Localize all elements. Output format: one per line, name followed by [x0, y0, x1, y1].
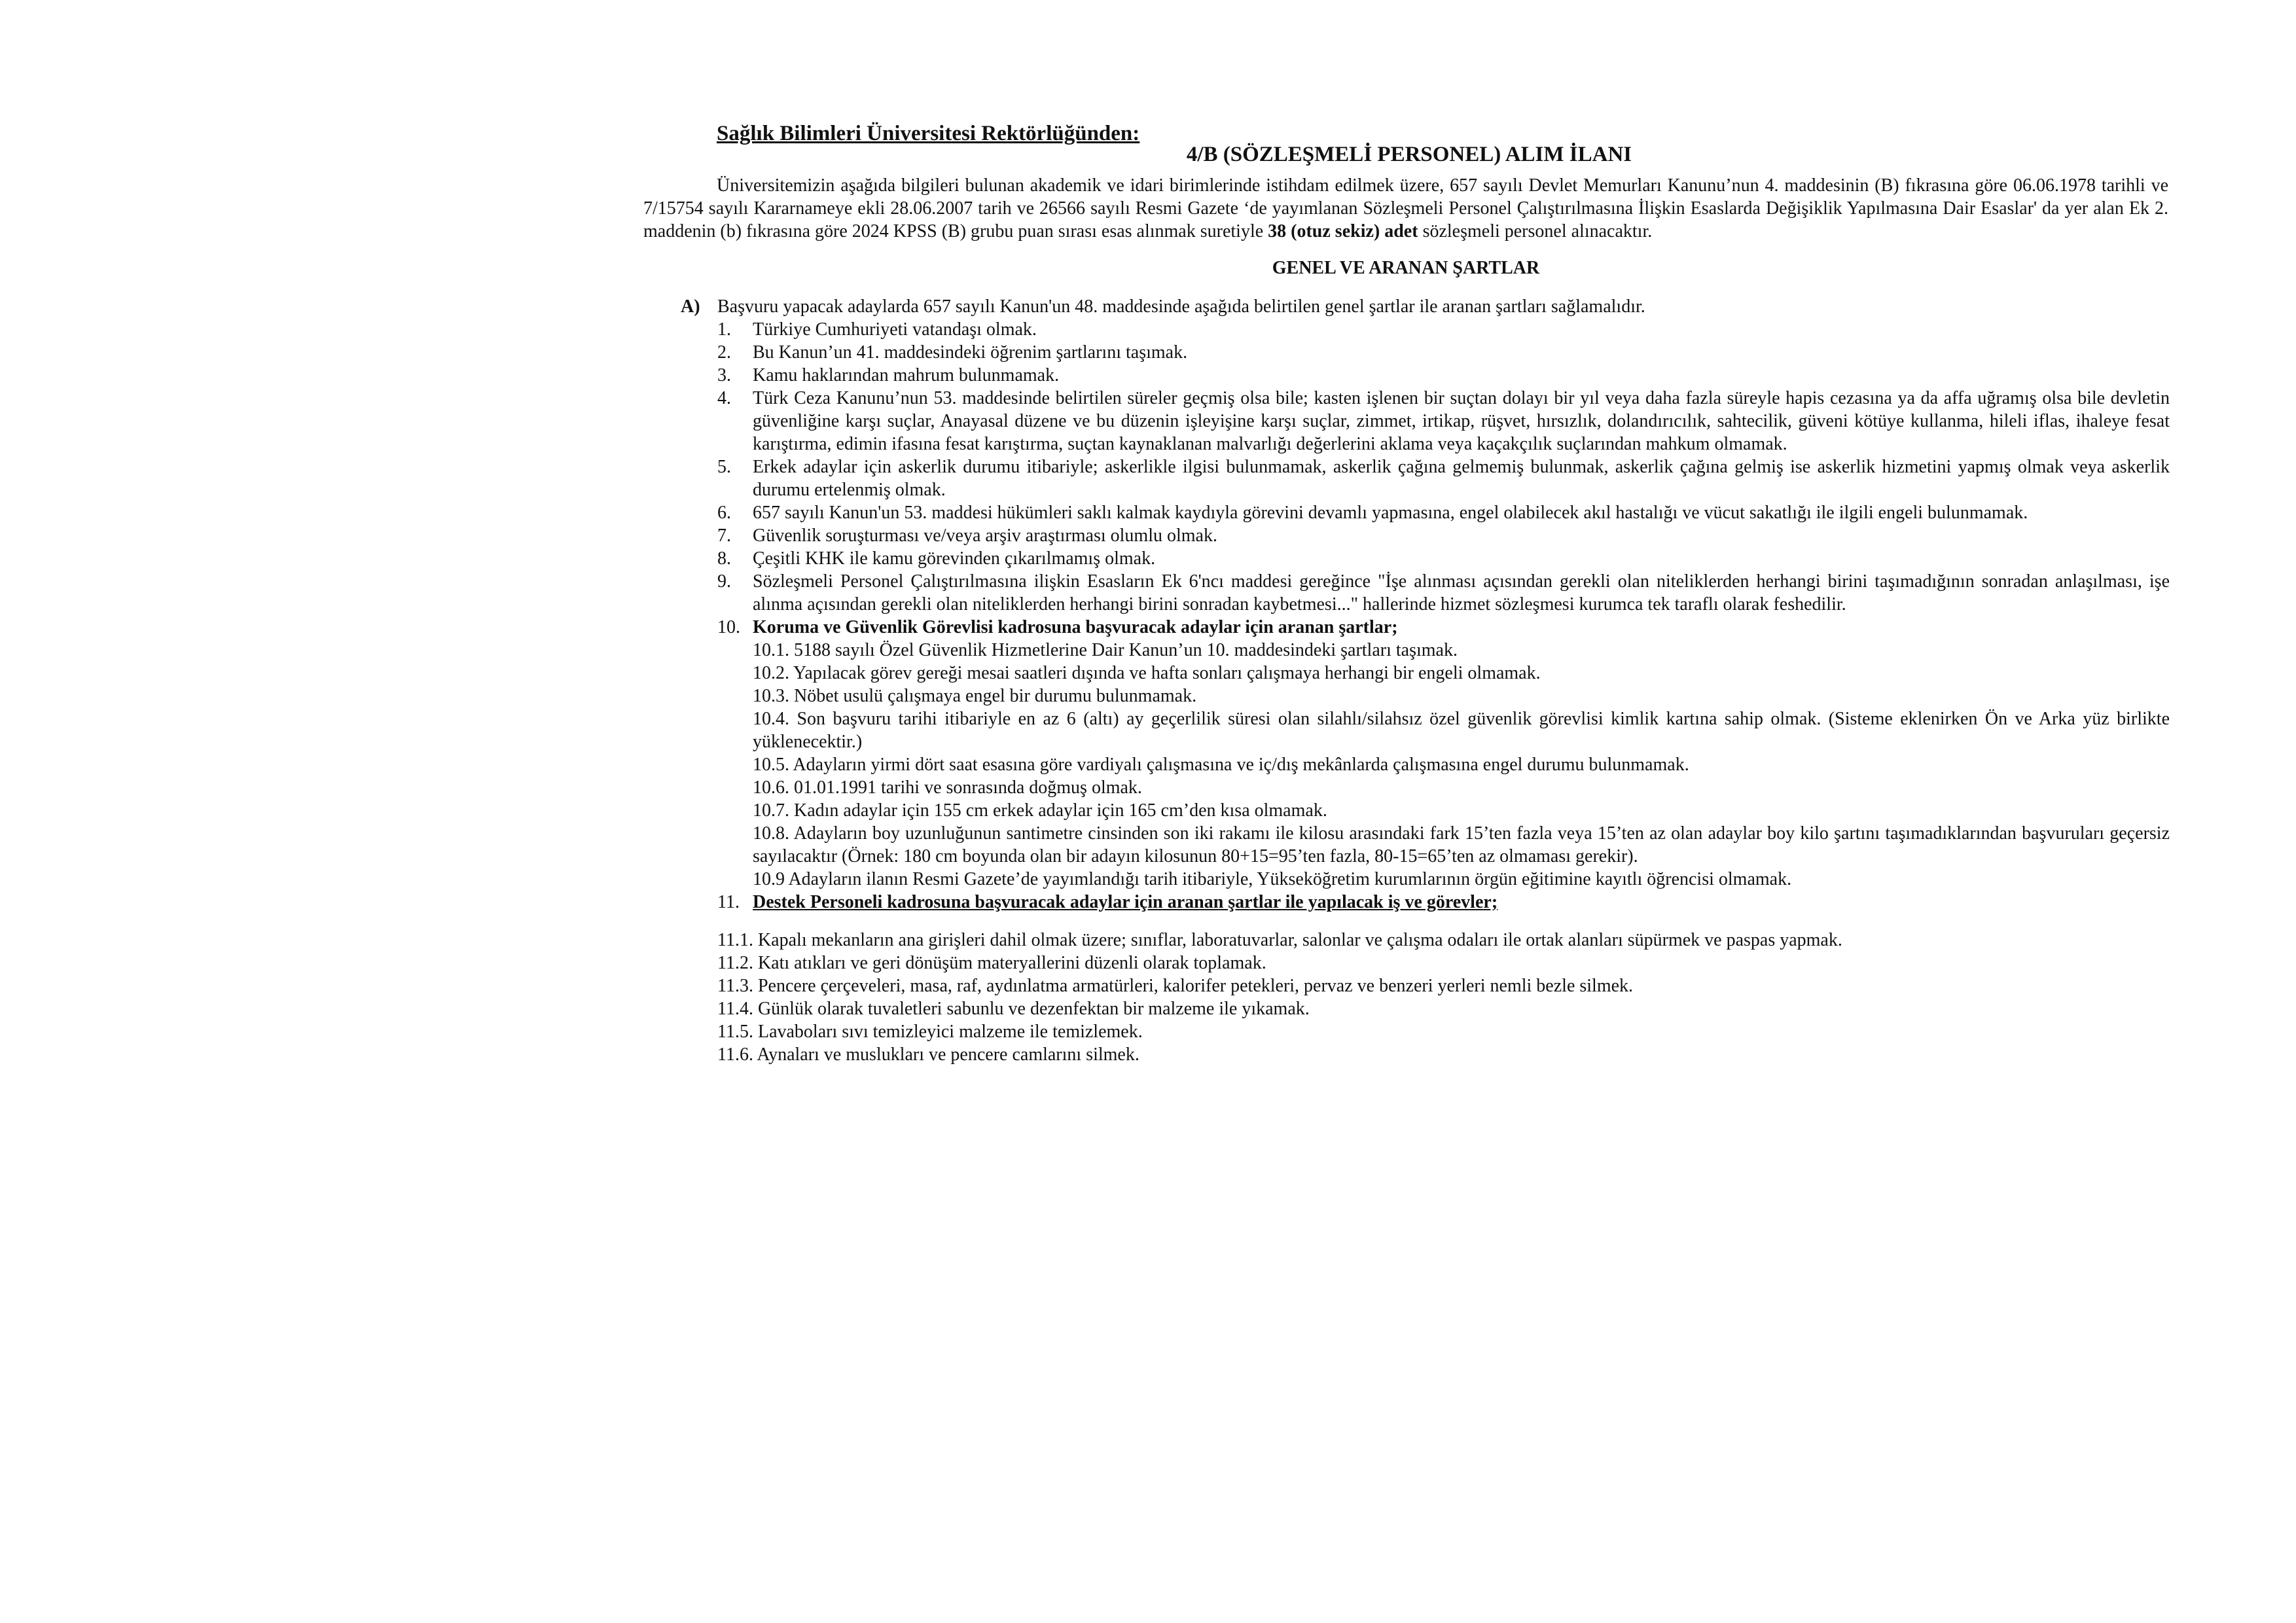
subitem: 10.7. Kadın adaylar için 155 cm erkek adaylar için 165 cm’den kısa olmamak. [753, 800, 1327, 821]
list-item [717, 318, 2170, 341]
institution-heading: Sağlık Bilimleri Üniversitesi Rektörlüğünden: [717, 122, 1140, 145]
intro-paragraph [643, 174, 2168, 243]
subitem: 10.4. Son başvuru tarihi itibariyle en az 6 (altı) ay geçerlilik süresi olan silahlı/silahsız özel güvenlik görevlisi kimlik kartına sahip olmak. (Sisteme eklenirken Ön ve Arka yüz birlikte yüklenecektir.) [753, 709, 2170, 752]
list-item [717, 341, 2170, 364]
section-a-label: A) [681, 296, 700, 317]
item-text: Sözleşmeli Personel Çalıştırılmasına ilişkin Esasların Ek 6'ncı maddesi gereğince "İşe alınması açısından gerekli olan niteliklerden herhangi birini taşımadığının sonradan anlaşılması, işe alınma açısından gerekli olan niteliklerden herhangi birini sonradan kaybetmesi..." hallerinde hizmet sözleşmesi kurumca tek taraflı olarak feshedilir. [753, 571, 2170, 615]
subitem: 10.5. Adayların yirmi dört saat esasına göre vardiyalı çalışmasına ve iç/dış mekânlarda çalışmasına engel durumu bulunmamak. [753, 755, 1689, 775]
item-text: Erkek adaylar için askerlik durumu itibariyle; askerlikle ilgisi bulunmamak, askerlik çağına gelmemiş bulunmak, askerlik çağına gelmiş ise askerlik hizmetini yapmış olmak veya askerlik durumu ertelenmiş olmak. [753, 457, 2170, 500]
intro-text: Üniversitemizin aşağıda bilgileri bulunan akademik ve idari birimlerinde istihdam edilmek üzere, 657 sayılı Devlet Memurları Kanunu’nun 4. maddesinin (B) fıkrasına göre 06.06.1978 tarihli ve 7/15754 sayılı Kararnameye ekli 28.06.2007 tarih ve 26566 sayılı Resmi Gazete ‘de yayımlanan Sözleşmeli Personel Çalıştırılmasına İlişkin Esaslarda Değişiklik Yapılmasına Dair Esaslar' da yer alan Ek 2. maddenin (b) fıkrasına göre 2024 KPSS (B) grubu puan sırası esas alınmak suretiyle [643, 175, 2168, 241]
list-item [717, 524, 2170, 547]
item-number: 9. [717, 571, 731, 592]
item-11-subitems [681, 929, 2170, 1066]
item-number: 11. [717, 892, 740, 912]
subitem: 10.8. Adayların boy uzunluğunun santimetre cinsinden son iki rakamı ile kilosu arasındaki fark 15’ten fazla veya 15’ten az olan adaylar boy kilo şartını taşımadıklarından başvuruları geçersiz sayılacaktır (Örnek: 180 cm boyunda olan bir adayın kilosunun 80+15=95’ten fazla, 80-15=65’ten az olmaması gerekir). [753, 823, 2170, 866]
list-item [717, 387, 2170, 455]
item-11 [681, 891, 2170, 914]
intro-text-end: sözleşmeli personel alınacaktır. [1418, 221, 1653, 241]
list-item [717, 570, 2170, 616]
announcement-title: 4/B (SÖZLEŞMELİ PERSONEL) ALIM İLANI [1186, 143, 1632, 166]
section-a-text: Başvuru yapacak adaylarda 657 sayılı Kanun'un 48. maddesinde aşağıda belirtilen genel şartlar ile aranan şartları sağlamalıdır. [717, 296, 1645, 317]
subitem: 11.1. Kapalı mekanların ana girişleri dahil olmak üzere; sınıflar, laboratuvarlar, salonlar ve çalışma odaları ile ortak alanları süpürmek ve paspas yapmak. [717, 930, 1842, 950]
list-item [717, 455, 2170, 501]
section-a [681, 295, 2170, 318]
item-text: 657 sayılı Kanun'un 53. maddesi hükümleri saklı kalmak kaydıyla görevini devamlı yapmasına, engel olabilecek akıl hastalığı ve vücut sakatlığı ile ilgili engeli bulunmamak. [753, 503, 2028, 523]
item-number: 1. [717, 319, 731, 340]
item-11-title: Destek Personeli kadrosuna başvuracak adaylar için aranan şartlar ile yapılacak iş ve görevler; [753, 892, 1498, 912]
subitem: 11.4. Günlük olarak tuvaletleri sabunlu ve dezenfektan bir malzeme ile yıkamak. [717, 999, 1310, 1019]
subitem: 10.9 Adayların ilanın Resmi Gazete’de yayımlandığı tarih itibariyle, Yükseköğretim kurumlarının örgün eğitimine kayıtlı öğrencisi olmamak. [753, 869, 1792, 889]
item-number: 5. [717, 457, 731, 477]
subitem: 10.2. Yapılacak görev gereği mesai saatleri dışında ve hafta sonları çalışmaya herhangi bir engeli olmamak. [753, 663, 1541, 683]
subitem: 11.3. Pencere çerçeveleri, masa, raf, aydınlatma armatürleri, kalorifer petekleri, pervaz ve benzeri yerleri nemli bezle silmek. [717, 976, 1634, 996]
list-item [717, 501, 2170, 524]
item-10-subitems [681, 639, 2170, 891]
item-number: 3. [717, 365, 731, 385]
list-item [717, 364, 2170, 387]
intro-count: 38 (otuz sekiz) adet [1268, 221, 1418, 241]
subitem: 10.3. Nöbet usulü çalışmaya engel bir durumu bulunmamak. [753, 686, 1197, 706]
list-item [717, 547, 2170, 570]
item-number: 2. [717, 342, 731, 363]
item-number: 7. [717, 526, 731, 546]
subitem: 10.1. 5188 sayılı Özel Güvenlik Hizmetlerine Dair Kanun’un 10. maddesindeki şartları taşımak. [753, 640, 1458, 660]
item-10 [681, 616, 2170, 639]
general-items [681, 318, 2170, 616]
item-text: Çeşitli KHK ile kamu görevinden çıkarılmamış olmak. [753, 548, 1156, 569]
item-number: 4. [717, 388, 731, 408]
item-text: Türkiye Cumhuriyeti vatandaşı olmak. [753, 319, 1037, 340]
item-number: 6. [717, 503, 731, 523]
item-number: 8. [717, 548, 731, 569]
section-title: GENEL VE ARANAN ŞARTLAR [1272, 258, 1540, 278]
subitem: 11.2. Katı atıkları ve geri dönüşüm materyallerini düzenli olarak toplamak. [717, 953, 1266, 973]
item-text: Güvenlik soruşturması ve/veya arşiv araştırması olumlu olmak. [753, 526, 1217, 546]
item-text: Bu Kanun’un 41. maddesindeki öğrenim şartlarını taşımak. [753, 342, 1188, 363]
item-10-title: Koruma ve Güvenlik Görevlisi kadrosuna başvuracak adaylar için aranan şartlar; [753, 617, 1398, 637]
subitem: 10.6. 01.01.1991 tarihi ve sonrasında doğmuş olmak. [753, 777, 1142, 798]
requirements-list [681, 295, 2170, 1066]
item-number: 10. [717, 617, 740, 637]
item-text: Türk Ceza Kanunu’nun 53. maddesinde belirtilen süreler geçmiş olsa bile; kasten işlenen bir suçtan dolayı bir yıl veya daha fazla süreyle hapis cezasına ya da affa uğramış olsa bile devletin güvenliğine karşı suçlar, Anayasal düzene ve bu düzenin işleyişine karşı suçlar, zimmet, irtikap, rüşvet, hırsızlık, dolandırıcılık, sahtecilik, güveni kötüye kullanma, hileli iflas, ihaleye fesat karıştırma, edimin ifasına fesat karıştırma, suçtan kaynaklanan malvarlığı değerlerini aklama veya kaçakçılık suçlarından mahkum olmamak. [753, 388, 2170, 454]
subitem: 11.6. Aynaları ve muslukları ve pencere camlarını silmek. [717, 1044, 1139, 1065]
subitem: 11.5. Lavaboları sıvı temizleyici malzeme ile temizlemek. [717, 1022, 1143, 1042]
item-text: Kamu haklarından mahrum bulunmamak. [753, 365, 1060, 385]
